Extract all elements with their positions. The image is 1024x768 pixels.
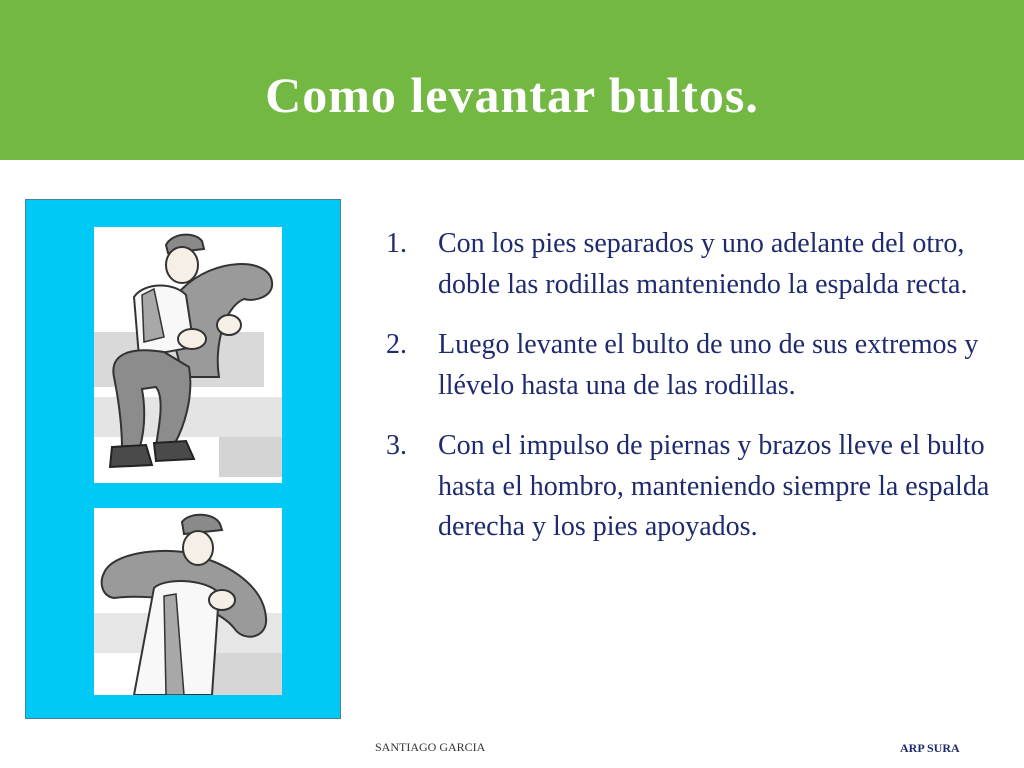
step-item xyxy=(386,426,1006,548)
step-number: 2. xyxy=(386,329,407,360)
step-number: 3. xyxy=(386,430,407,461)
footer-brand: ARP SURA xyxy=(900,741,960,755)
illustration-crouching-worker xyxy=(94,227,282,483)
step-text: Con los pies separados y uno adelante del otro, doble las rodillas manteniendo la espalda recta. xyxy=(438,228,968,300)
step-item xyxy=(386,224,1006,305)
step-text: Luego levante el bulto de uno de sus extremos y llévelo hasta una de las rodillas. xyxy=(438,329,979,401)
footer-author: SANTIAGO GARCIA xyxy=(375,740,486,754)
step-text: Con el impulso de piernas y brazos lleve el bulto hasta el hombro, manteniendo siempre la espalda derecha y los pies apoyados. xyxy=(438,430,990,542)
illustration-shoulder-carry xyxy=(94,508,282,695)
step-number: 1. xyxy=(386,228,407,259)
instruction-steps xyxy=(386,224,1006,568)
shoulder-carry-drawing xyxy=(94,508,282,695)
title-banner xyxy=(0,0,1024,160)
slide-title: Como levantar bultos. xyxy=(265,67,759,123)
crouching-worker-drawing xyxy=(94,227,282,483)
illustration-panel xyxy=(25,199,341,719)
step-item xyxy=(386,325,1006,406)
